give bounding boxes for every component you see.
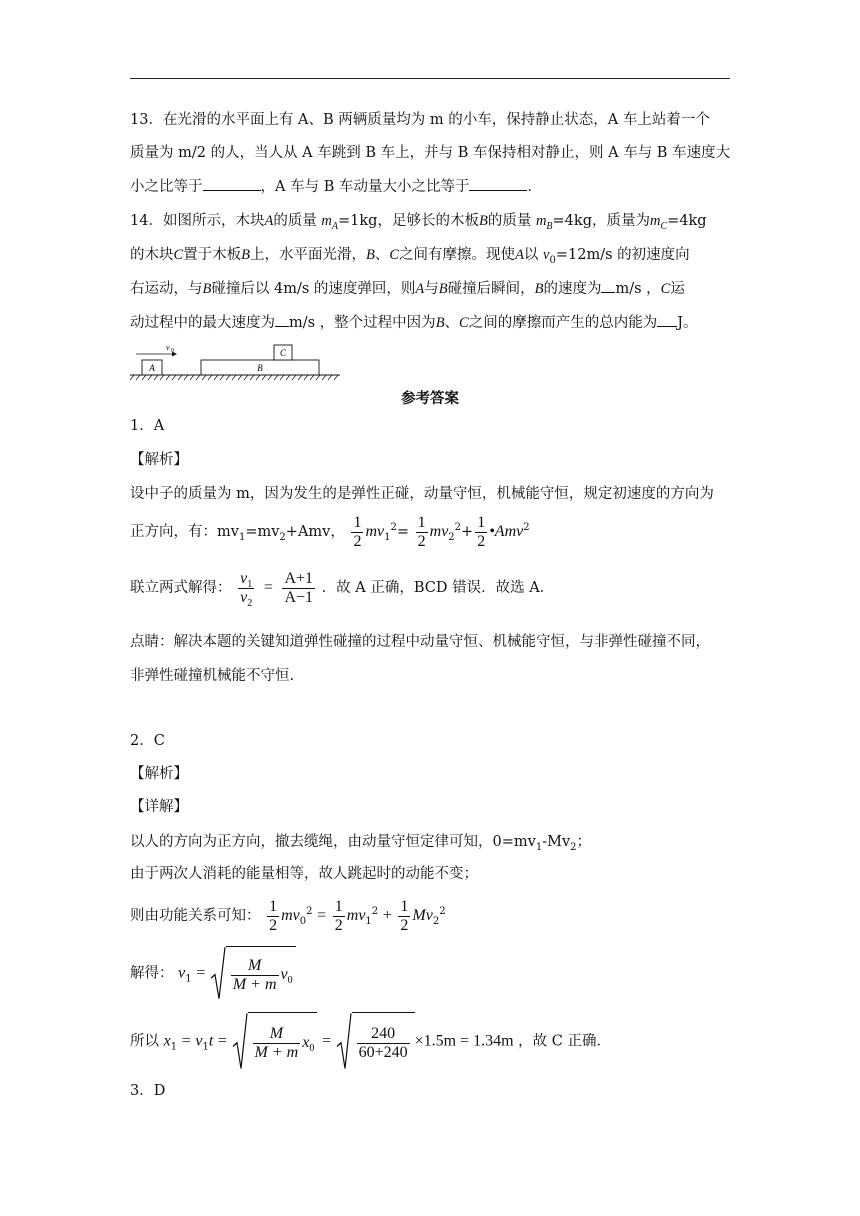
- fraction-half: [416, 514, 428, 551]
- denominator: M + m: [232, 975, 277, 993]
- q14-text: J。: [677, 315, 698, 331]
- var-b: B: [241, 247, 251, 263]
- a1-text: +Amv，: [285, 524, 345, 540]
- term-amv: •Amv: [489, 523, 524, 540]
- subscript: 2: [432, 915, 440, 927]
- a1-text: ．故 A 正确，BCD 错误．故选 A．: [321, 580, 555, 596]
- q14-text: 碰撞后瞬间，: [447, 281, 535, 297]
- equals-sign: =: [217, 1032, 227, 1050]
- q14-text: 右运动，与: [130, 281, 203, 297]
- subscript: 1: [185, 973, 192, 985]
- denominator: 60+240: [358, 1043, 408, 1061]
- q14-text: 碰撞后以 4m/s 的速度弹回，则: [211, 281, 416, 297]
- numerator: 1: [353, 513, 362, 531]
- superscript: 2: [371, 906, 379, 918]
- q14-text: 14．如图所示，木块: [130, 213, 265, 229]
- numerator: 1: [477, 513, 486, 531]
- q13-text: 质量为 m/2 的人，当人从 A 车跳到 B 车上，并与 B 车保持相对静止，则 A 车与 B 车速度大: [130, 145, 731, 161]
- sqrt-expression: [336, 1012, 415, 1071]
- fraction-240: [357, 1025, 410, 1062]
- var-x: x: [163, 1032, 171, 1050]
- var-a: A: [515, 247, 524, 263]
- numerator: 1: [334, 897, 343, 915]
- fraction-half: [267, 898, 279, 935]
- var-c: C: [660, 281, 671, 297]
- q14-text: 运: [670, 281, 685, 297]
- term-mv0: [281, 907, 300, 924]
- var-b: B: [438, 281, 448, 297]
- sqrt-radicand: [352, 1012, 415, 1071]
- answer-blank[interactable]: [203, 190, 261, 191]
- var-v: v: [543, 247, 550, 263]
- answer-blank[interactable]: [657, 326, 677, 327]
- q14-text: 与: [424, 281, 439, 297]
- denominator: [238, 589, 254, 607]
- a1-text: =mv: [245, 524, 280, 540]
- a2-number: 2．C: [130, 733, 165, 749]
- a2-line-5: [130, 1012, 730, 1071]
- q14-text: 的木块: [130, 247, 174, 263]
- var-t: t: [208, 1032, 214, 1050]
- sqrt-sign-icon: [336, 1012, 352, 1071]
- sqrt-radicand: [226, 946, 296, 1001]
- var-b: B: [435, 315, 445, 331]
- superscript: 2: [439, 906, 446, 918]
- denominator: 2: [417, 532, 426, 550]
- var-v: v: [280, 966, 288, 983]
- q13-text: 小之比等于: [130, 179, 203, 195]
- q13-line-3: [130, 177, 730, 197]
- a1-line-2: [130, 512, 730, 552]
- var-b: B: [534, 281, 544, 297]
- a1-text: 联立两式解得：: [130, 580, 232, 596]
- term-mv: mv: [281, 907, 300, 924]
- term-mv: mv: [346, 907, 366, 924]
- numerator: 1: [269, 897, 278, 915]
- subscript: 0: [549, 254, 556, 266]
- subscript: A: [331, 220, 339, 232]
- equals-sign: =: [181, 1032, 191, 1050]
- subscript: 1: [535, 841, 543, 853]
- q14-line-1: [130, 211, 730, 231]
- q14-text: =4kg，质量为: [552, 213, 650, 229]
- q14-line-4: [130, 313, 730, 333]
- v0-sub: 0: [171, 348, 174, 354]
- subscript: 2: [570, 841, 577, 853]
- subscript: 0: [309, 1043, 315, 1055]
- sqrt-sign-icon: [210, 946, 226, 1001]
- a2-line-2: 由于两次人消耗的能量相等，故人跳起时的动能不变；: [130, 866, 478, 882]
- superscript: 2: [390, 522, 397, 534]
- numerator: [238, 570, 254, 589]
- a1-line-3: [130, 566, 730, 610]
- a3-number: 3．D: [130, 1083, 166, 1099]
- q13-text: 13．在光滑的水平面上有 A、B 两辆质量均为 m 的小车，保持静止状态，A 车上站着一个: [130, 112, 710, 128]
- subscript: 1: [238, 531, 246, 543]
- var-c: C: [389, 247, 400, 263]
- block-c-label: C: [279, 348, 287, 358]
- term-mv: mv: [365, 523, 385, 540]
- a2-text: 以人的方向为正方向，撤去缆绳，由动量守恒定律可知，0=mv: [130, 834, 536, 850]
- q14-text: 的质量: [273, 213, 317, 229]
- numerator: 1: [417, 513, 426, 531]
- a2-line-3: [130, 894, 730, 938]
- denominator: 2: [334, 916, 343, 934]
- denominator: 2: [400, 916, 409, 934]
- plus-sign: +: [461, 524, 474, 540]
- var-a: A: [415, 281, 425, 297]
- a1-number: 1．A: [130, 418, 165, 434]
- var-v: v: [240, 588, 248, 606]
- q14-text: 以: [523, 247, 539, 263]
- sqrt-sign-icon: [232, 1012, 248, 1071]
- subscript: 1: [365, 915, 372, 927]
- var-b: B: [478, 213, 488, 229]
- q14-figure: [128, 340, 342, 382]
- answers-title: 参考答案: [401, 391, 459, 407]
- equals-sign: =: [396, 524, 410, 540]
- q14-text: m/s ，: [615, 281, 661, 297]
- var-a: A: [264, 213, 274, 229]
- var-m: M: [412, 907, 426, 924]
- equals-sign: =: [321, 1032, 331, 1050]
- fraction-m: [231, 957, 279, 994]
- a1-line-5: 非弹性碰撞机械能不守恒.: [130, 668, 295, 684]
- var-v: v: [178, 964, 186, 982]
- superscript: 2: [523, 522, 530, 534]
- term-mv: [412, 907, 432, 924]
- q13-text: ，A 车与 B 车动量大小之比等于: [260, 179, 470, 195]
- a2-xiangjie-label: 【详解】: [130, 799, 188, 815]
- q14-text: =4kg: [667, 213, 707, 229]
- equals-sign: =: [317, 907, 327, 924]
- a2-text: -Mv: [542, 834, 571, 850]
- var-c: C: [459, 315, 469, 331]
- numerator: 1: [400, 897, 409, 915]
- fraction-half: [333, 898, 345, 935]
- q14-text: 之间有摩擦。现使: [399, 247, 516, 263]
- numerator: 240: [357, 1025, 410, 1044]
- denominator: 2: [269, 916, 278, 934]
- equals-sign: =: [196, 964, 206, 982]
- subscript: 2: [247, 597, 253, 609]
- var-x: x: [302, 1034, 310, 1051]
- a1-text: 正方向，有：mv: [130, 524, 239, 540]
- equals-sign: =: [263, 579, 273, 596]
- a1-jiexi-label: 【解析】: [130, 452, 188, 468]
- a2-text: 所以: [130, 1033, 159, 1050]
- q14-text: 的速度为: [543, 281, 602, 297]
- q14-line-2: [130, 245, 730, 265]
- a2-text: ，故 C 正确．: [518, 1033, 611, 1050]
- a2-line-4: [130, 946, 730, 1001]
- q14-text: 、: [374, 247, 390, 263]
- subscript: 1: [202, 1041, 209, 1053]
- q14-text: 动过程中的最大速度为: [130, 315, 275, 331]
- product-result: ×1.5m = 1.34m: [414, 1032, 514, 1050]
- var-m: m: [321, 213, 332, 229]
- denominator: A−1: [284, 588, 314, 606]
- q14-text: =12m/s 的初速度向: [555, 247, 690, 263]
- subscript: 0: [287, 975, 293, 987]
- fraction-half: [398, 898, 410, 935]
- answer-blank[interactable]: [601, 292, 615, 293]
- term-mv: mv: [429, 523, 449, 540]
- q14-text: 、: [444, 315, 460, 331]
- fraction-half: [351, 514, 363, 551]
- answer-blank[interactable]: [275, 326, 289, 327]
- var-v: v: [240, 569, 248, 587]
- q14-line-3: [130, 279, 730, 299]
- a2-text: 解得：: [130, 965, 174, 982]
- subscript: 1: [247, 578, 253, 590]
- subscript: 2: [448, 531, 455, 543]
- var-b: B: [202, 281, 212, 297]
- q14-text: 之间的摩擦而产生的总内能为: [468, 315, 658, 331]
- subscript: 1: [384, 531, 391, 543]
- board-b-label: B: [257, 363, 263, 373]
- numerator: M: [253, 1025, 301, 1044]
- var-v: v: [425, 907, 433, 924]
- var-c: C: [173, 247, 184, 263]
- denominator: 2: [353, 532, 362, 550]
- numerator: A+1: [284, 569, 314, 587]
- a1-line-4: 点睛：解决本题的关键知道弹性碰撞的过程中动量守恒、机械能守恒，与非弹性碰撞不同，: [130, 634, 710, 650]
- var-b: B: [366, 247, 375, 263]
- q13-text: ．: [527, 179, 542, 195]
- q14-text: 置于木板: [183, 247, 242, 263]
- subscript: 0: [299, 915, 307, 927]
- fraction-a: [282, 570, 315, 607]
- a1-line-1: 设中子的质量为 m，因为发生的是弹性正碰，动量守恒，机械能守恒，规定初速度的方向为: [130, 486, 714, 502]
- var-m: m: [535, 213, 547, 229]
- answer-blank[interactable]: [469, 190, 527, 191]
- q14-text: 的质量: [487, 213, 532, 229]
- fraction-v1-v2: [238, 570, 254, 607]
- fraction-m: [253, 1025, 301, 1062]
- v0-label: v: [166, 343, 170, 352]
- subscript: 2: [279, 531, 286, 543]
- fraction-half: [475, 514, 487, 551]
- a2-text: 则由功能关系可知：: [130, 908, 261, 924]
- sqrt-expression: [210, 946, 296, 1001]
- numerator: M: [231, 957, 279, 976]
- sqrt-radicand: [248, 1012, 318, 1071]
- ground-hatch: [130, 375, 338, 380]
- superscript: 2: [306, 906, 313, 918]
- sqrt-expression: [232, 1012, 318, 1071]
- a2-jiexi-label: 【解析】: [130, 766, 188, 782]
- a2-line-1: [130, 832, 730, 852]
- q13-line-2: [130, 143, 730, 163]
- denominator: 2: [477, 532, 486, 550]
- header-rule: [130, 78, 730, 79]
- q14-text: m/s ，整个过程中因为: [289, 315, 436, 331]
- var-v: v: [195, 1032, 203, 1050]
- plus-sign: +: [382, 907, 392, 924]
- subscript: 1: [170, 1041, 178, 1053]
- a2-text: ；: [576, 834, 592, 850]
- q14-text: =1kg，足够长的木板: [338, 213, 479, 229]
- q13-line-1: [130, 110, 730, 130]
- superscript: 2: [454, 522, 462, 534]
- var-m: m: [649, 213, 661, 229]
- subscript: C: [660, 220, 668, 232]
- q14-text: 上，水平面光滑，: [250, 247, 367, 263]
- subscript: B: [546, 220, 553, 232]
- denominator: M + m: [254, 1043, 299, 1061]
- block-a-label: A: [149, 363, 155, 373]
